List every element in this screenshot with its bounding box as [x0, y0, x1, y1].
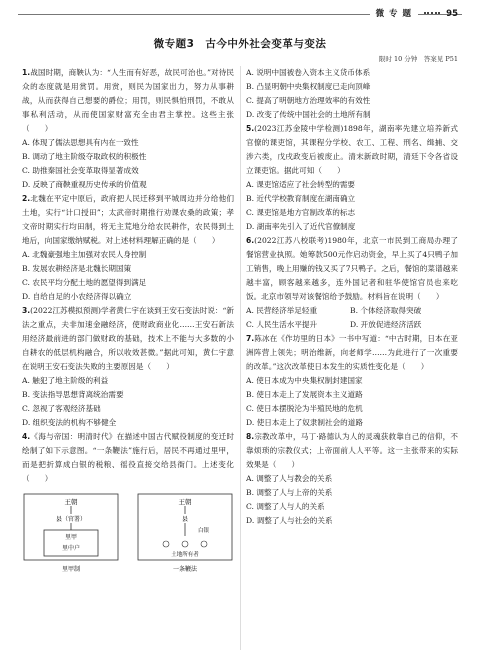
option	[246, 318, 458, 332]
owner-label: 土地所有者	[171, 552, 199, 558]
option[interactable]: C. 使日本摆脱沦为半殖民地的危机	[246, 404, 363, 413]
question-stem: (2022江苏八校联考)1980年，北京一市民到工商局办理了餐馆营业执照。她筹款500元作启动资金，早上买了4只鸭子加工销售，晚上用赚的钱又买了7只鸭子。之后，餐馆的菜谱越来越丰富，顾客越来越多，连外国记者和驻华使馆官员也来吃饭。北京市领导对该餐馆给予鼓励。材料旨在说明（ ）	[246, 236, 458, 301]
question-number: 7.	[246, 334, 255, 343]
household-label: 里中户	[61, 545, 81, 552]
question-6	[246, 234, 458, 304]
option[interactable]: A. 触犯了地主阶级的利益	[22, 376, 109, 385]
option[interactable]: B. 发展农耕经济是北魏长期国策	[22, 264, 132, 273]
option[interactable]: A. 使日本成为中央集权制封建国家	[246, 376, 363, 385]
option[interactable]: C. 调整了人与人的关系	[246, 502, 325, 511]
option[interactable]: D. 自给自足的小农经济得以确立	[22, 292, 132, 301]
lijia-label: 里甲	[64, 534, 78, 541]
question-number: 3.	[22, 306, 31, 315]
option[interactable]: B. 调动了地主阶级夺取政权的积极性	[22, 152, 147, 161]
option-d[interactable]: D. 开放促进经济活跃	[350, 320, 422, 329]
diagram-caption: 里甲制	[61, 566, 81, 573]
option[interactable]: B. 使日本走上了发展资本主义道路	[246, 390, 363, 399]
tax-system-diagram	[22, 492, 234, 576]
option[interactable]: C. 忽视了客观经济基础	[22, 404, 101, 413]
question-number: 1.	[22, 68, 31, 77]
question-1	[22, 66, 234, 136]
single-whip-diagram-svg	[136, 492, 234, 576]
option[interactable]: C. 提高了明朝地方治理效率的有效性	[246, 96, 371, 105]
question-stem: (2023江苏金陵中学检测)1898年，湖南率先建立培养新式官僚的课吏馆，其课程分学校、农工、工程、刑名、缉捕、交涉六类，戊戌政变后被废止。清末新政时期，清廷下令各省设立课吏馆。据此可知（ ）	[246, 124, 458, 175]
column-divider	[240, 66, 241, 650]
question-stem: 《海与帝国：明清时代》在描述中国古代赋役制度的变迁时绘制了如下示意图。“一条鞭法”施行后，居民不再通过里甲，而是把折算成白银的税粮、徭役直接交给县衙门。上述变化（ ）	[22, 432, 234, 483]
question-number: 5.	[246, 124, 255, 133]
option[interactable]: C. 农民平均分配土地的愿望得到满足	[22, 278, 147, 287]
option[interactable]: D. 使日本走上了奴隶制社会的道路	[246, 418, 363, 427]
question-4	[22, 430, 234, 486]
option[interactable]: A. 北魏豪强地主加强对农民人身控制	[22, 250, 147, 259]
question-number: 4.	[22, 432, 31, 441]
question-number: 2.	[22, 194, 31, 203]
left-column	[22, 66, 234, 576]
question-7	[246, 332, 458, 374]
lijia-diagram-svg	[22, 492, 120, 576]
option-a[interactable]: A. 民营经济举足轻重	[246, 306, 318, 315]
option[interactable]: C. 助推秦国社会变革取得显著成效	[22, 166, 139, 175]
option[interactable]: A. 课吏馆适应了社会转型的需要	[246, 180, 356, 189]
option-b[interactable]: B. 个体经济取得突破	[350, 306, 422, 315]
county-label: 县（官署）	[55, 516, 87, 523]
option[interactable]: A. 体现了儒法思想具有内在一致性	[22, 138, 139, 147]
county-label: 县	[181, 516, 189, 523]
option[interactable]: D. 改变了传统中国社会的土地所有制	[246, 110, 371, 119]
lijia-diagram	[22, 492, 120, 576]
right-column	[246, 66, 458, 528]
option	[246, 304, 458, 318]
question-8	[246, 430, 458, 472]
question-number: 6.	[246, 236, 255, 245]
single-whip-diagram	[136, 492, 234, 576]
question-stem: 北魏在平定中原后，政府把人民迁移到平城周边并分给他们土地，实行“计口授田”；太武帝时期推行劝课农桑的政策；孝文帝时期实行均田制，将无主荒地分给农民耕作，农民得到土地后，向国家缴纳赋税。对上述材料理解正确的是（ ）	[22, 194, 234, 245]
header-ornament	[424, 12, 440, 16]
option[interactable]: B. 调整了人与上帝的关系	[246, 488, 333, 497]
question-stem: (2022江苏模拟预测)学者黄仁宇在谈到王安石变法时说：“新法之重点，夫非加速金融经济，使财政商业化……王安石新法用经济最前进的部门做财政的基础，技术上不能与大多数的小自耕农的低层机构融合，所以收效甚微。”据此可知，黄仁宇意在说明王安石变法失败的主要原因是（ ）	[22, 306, 234, 371]
option-c[interactable]: C. 人民生活水平提升	[246, 320, 318, 329]
option[interactable]: D. 湖南率先引入了近代官僚制度	[246, 222, 356, 231]
option[interactable]: D. 组织变法的机构不够健全	[22, 418, 117, 427]
option[interactable]: D. 反映了商鞅重视历史传承的价值观	[22, 180, 147, 189]
question-number: 8.	[246, 432, 255, 441]
option[interactable]: A. 说明中国被卷入资本主义货币体系	[246, 68, 371, 77]
option[interactable]: A. 调整了人与教会的关系	[246, 474, 333, 483]
dynasty-label: 王朝	[64, 498, 78, 506]
option[interactable]: B. 近代学校教育制度在湖南确立	[246, 194, 356, 203]
silver-label: 白银	[198, 528, 210, 534]
option[interactable]: D. 调整了人与社会的关系	[246, 516, 333, 525]
question-2	[22, 192, 234, 248]
option[interactable]: B. 凸显明朝中央集权制度已走向顶峰	[246, 82, 371, 91]
question-3	[22, 304, 234, 374]
option[interactable]: B. 变法指导思想背离统治需要	[22, 390, 124, 399]
question-5	[246, 122, 458, 178]
section-badge: 微 专 题	[370, 6, 418, 22]
question-stem: 宗教改革中，马丁·路德认为人的灵魂获救靠自己的信仰，不靠烦琐的宗教仪式；上帝面前人人平等。这一主张带来的实际效果是（ ）	[246, 432, 458, 469]
diagram-caption: 一条鞭法	[172, 566, 198, 573]
time-limit-note: 限时 10 分钟 答案见 P51	[378, 55, 458, 63]
option[interactable]: C. 课吏馆是地方官制改革的标志	[246, 208, 356, 217]
question-stem: 战国时期，商鞅认为：“人生而有好恶，故民可治也。”对待民众的态度就是用赏罚。用赏，则民为国家出力，努力从事耕战，从而获得自己想要的爵位；用罚，则民惧怕刑罚，不敢从事私利活动，从而使国家财富充全由君主掌控。这些主张（ ）	[22, 68, 234, 133]
page-title: 微专题3 古今中外社会变革与变法	[153, 38, 327, 50]
dynasty-label: 王朝	[178, 498, 192, 506]
question-stem: 陈冰在《作坊里的日本》一书中写道：“中古时期，日本在亚洲阵营上领先；明治维新，向老师学……为此进行了一次重要的改革。”这次改革使日本发生的实质性变化是（ ）	[246, 334, 458, 371]
page-number: 95	[446, 9, 458, 19]
